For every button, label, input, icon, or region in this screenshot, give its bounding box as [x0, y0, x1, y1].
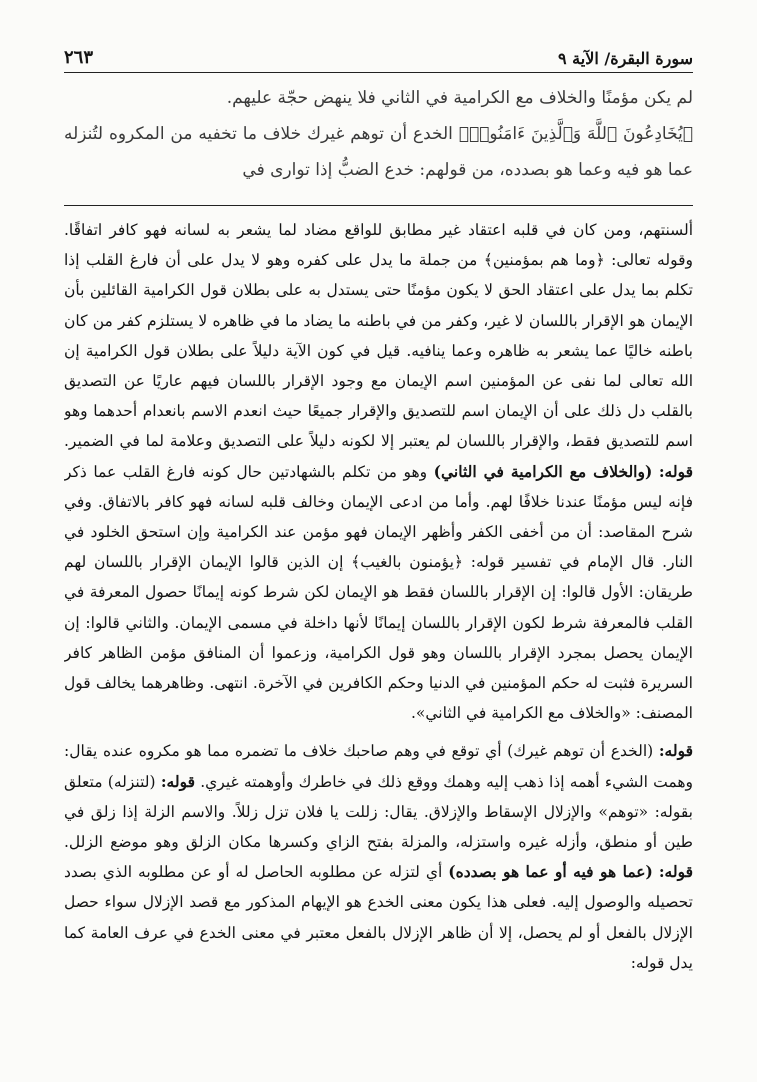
commentary-text — [64, 215, 693, 1075]
keyword-qawluhu: قوله: — [160, 771, 195, 791]
commentary-segment: (لتنزله) متعلق بقوله: «توهم» والإزلال الإسقاط والإزلاق. يقال: زللت يا فلان تزل زللاً. والاسم الزلة إذا زلق في طين أو منطق، وأزله غيره واستزله، والمزلة بفتح الزاي وكسرها مكان الزلق وهو موضع الزلل. — [64, 772, 693, 852]
page-number: ٢٦٣ — [64, 47, 94, 68]
main-paragraph — [64, 80, 693, 116]
page-header — [64, 38, 693, 73]
keyword-qawluhu: قوله: — [658, 862, 693, 882]
commentary-paragraph — [64, 215, 693, 728]
running-title: سورة البقرة/ الآية ٩ — [558, 49, 693, 68]
keyword-quote: (عما هو فيه أو عما هو بصدده) — [448, 862, 653, 882]
main-line: الخدع أن توهم غيرك خلاف ما تخفيه من المكروه لتُنزله عما هو فيه وعما هو بصدده، من قولهم: خدع الضبُّ إذا توارى في — [64, 124, 693, 180]
commentary-segment: (الخدع أن توهم غيرك) أي توقع في وهم صاحبك خلاف ما تضمره مما هو مكروه عنده يقال: وهمت الشيء أهمه إذا ذهب إليه وهمك ووقع ذلك في خاطرك وأوهمته غيري. — [64, 742, 693, 791]
main-paragraph — [64, 116, 693, 188]
commentary-segment: وهو من تكلم بالشهادتين حال كونه فارغ القلب عما ذكر فإنه ليس مؤمنًا عندنا خلافًا لهم. وأما من ادعى الإيمان وخالف قلبه لسانه فهو كافر بالاتفاق. وفي شرح المقاصد: أن من أخفى الكفر وأظهر الإيمان فهو مؤمن عند الكرامية وإن استحق الخلود في النار. قال الإمام في تفسير قوله: ﴿يؤمنون بالغيب﴾ إن الذين قالوا الإيمان الإقرار باللسان لهم طريقان: الأول قالوا: إن الإقرار باللسان فقط هو الإيمان لكن شرط كونه إيمانًا حصول المعرفة في القلب فالمعرفة شرط لكون الإقرار باللسان إيمانًا لأنها داخلة في مسمى الإيمان. والثاني قالوا: إن الإيمان يحصل بمجرد الإقرار باللسان وهو قول الكرامية، وزعموا أن المنافق مؤمن الظاهر كافر السريرة فثبت له حكم المؤمنين في الدنيا وحكم الكافرين في الآخرة. انتهى. وظاهرهما يخالف قول المصنف: «والخلاف مع الكرامية في الثاني». — [64, 462, 693, 723]
main-line: لم يكن مؤمنًا والخلاف مع الكرامية في الثاني فلا ينهض حجّة عليهم. — [226, 88, 693, 108]
keyword-qawluhu: قوله: — [658, 461, 693, 481]
keyword-qawluhu: قوله: — [658, 741, 693, 761]
keyword-quote: (والخلاف مع الكرامية في الثاني) — [433, 461, 653, 481]
commentary-segment: ألسنتهم، ومن كان في قلبه اعتقاد غير مطابق للواقع مضاد لما يشعر به لسانه فهو كافر اتفاقًا. وقوله تعالى: ﴿وما هم بمؤمنين﴾ من جملة ما يدل على كفره وهو لا يدل على أن فارغ القلب إذا تكلم بما يدل على اعتقاد الحق لا يكون مؤمنًا حتى يستدل به على بطلان قول الكرامية القائلين بأن الإيمان هو الإقرار باللسان لا غير، وكفر من في باطنه ما يضاد ما في ظاهره لا يستلزم كفر من كان باطنه خاليًا عما يشعر به ظاهره وعما ينافيه. قيل في كون الآية دليلاً على بطلان قول الكرامية إن الله تعالى لما نفى عن المؤمنين اسم الإيمان مع وجود الإقرار باللسان فيهم عاريًا عن التصديق بالقلب دل ذلك على أن الإيمان اسم للتصديق والإقرار جميعًا حيث انعدم الاسم بانعدام أحدهما وهو اسم للتصديق فقط، والإقرار باللسان لم يعتبر إلا لكونه دليلاً على التصديق وعلامة لما في الضمير. — [64, 221, 693, 451]
section-divider — [64, 205, 693, 206]
commentary-paragraph — [64, 736, 693, 978]
quran-verse: ﴿يُخَادِعُونَ ٱللَّهَ وَٱلَّذِينَ ءَامَنُوا۟﴾ — [458, 124, 693, 144]
commentary-segment: أي لتزله عن مطلوبه الحاصل له أو عن مطلوبه الذي بصدد تحصيله والوصول إليه. فعلى هذا يكون معنى الخدع هو الإيهام المذكور مع قصد الإزلال سواء حصل الإزلال بالفعل أو لم يحصل، إلا أن ظاهر الإزلال بالفعل معتبر في معنى الخدع في عرف العامة كما يدل قوله: — [64, 863, 693, 972]
tafsir-main-text — [64, 80, 693, 192]
